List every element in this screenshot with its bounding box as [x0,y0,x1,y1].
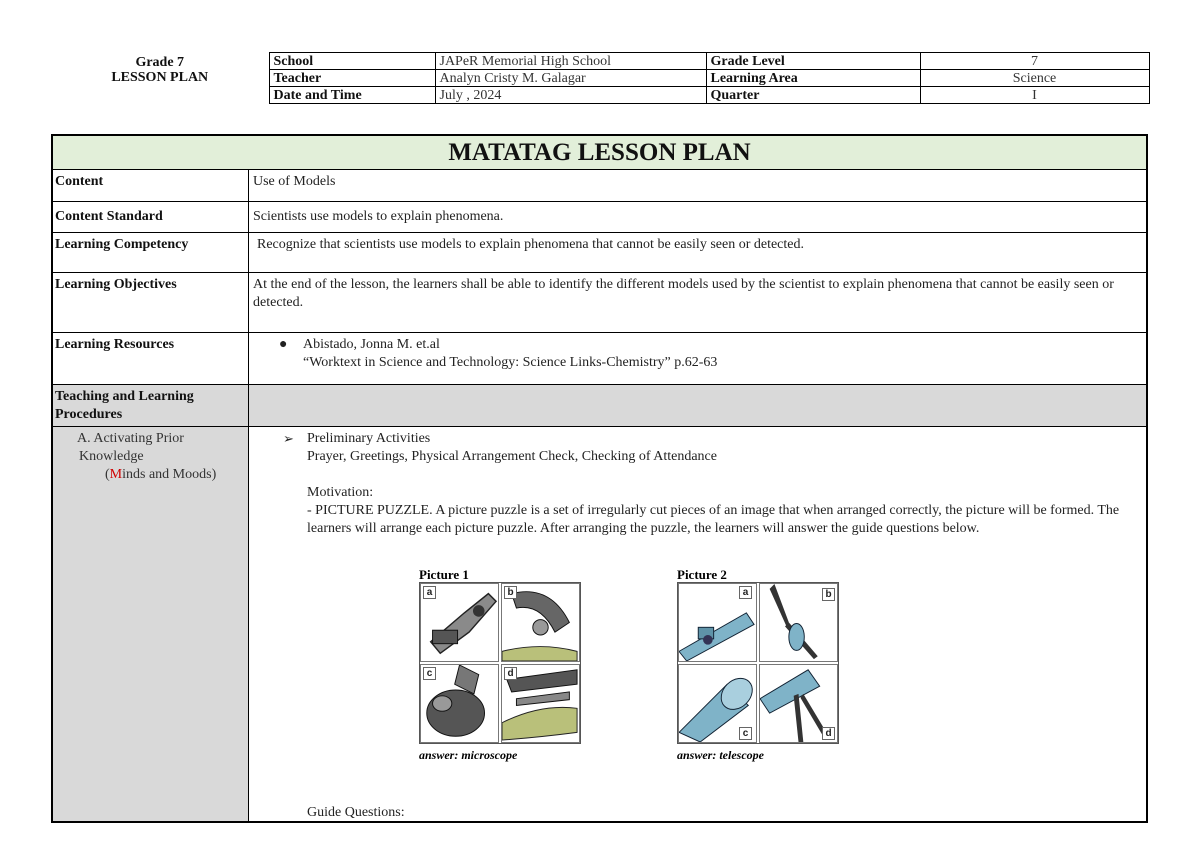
puzzle-1-tile-a [420,583,499,662]
resources-value [249,333,1146,384]
puzzle-2-tile-d [759,664,838,743]
prelim-heading: Preliminary Activities [307,431,431,446]
puzzle-1-title: Picture 1 [419,567,469,582]
resources-title: “Worktext in Science and Technology: Science Links-Chemistry” p.62-63 [303,355,718,370]
doc-title-cell [51,53,269,104]
standard-value: Scientists use models to explain phenomena. [253,209,504,224]
resources-label: Learning Resources [53,333,249,384]
objectives-row [53,273,1146,333]
procedures-row [53,385,1146,427]
section-a-subtitle [55,466,246,484]
standard-row [53,202,1146,233]
content-label: Content [53,170,249,201]
puzzle-2-tile-a [678,583,757,662]
tile-label: a [423,586,436,599]
school-value: JAPeR Memorial High School [435,53,706,70]
tile-label: c [423,667,436,680]
minds-initial: M [109,467,123,482]
section-a-content [249,427,1146,823]
puzzle-1-answer: answer: microscope [419,748,518,762]
motivation-text: - PICTURE PUZZLE. A picture puzzle is a set of irregularly cut pieces of an image that when arranged correctly, the picture will be formed. The learners will arrange each picture puzzle. After arranging the puzzle, the learners will answer the guide questions below. [307,503,1120,536]
grade-level-value: 7 [920,53,1149,70]
puzzle-1-tile-d [501,664,580,743]
learning-area-label: Learning Area [706,70,920,87]
standard-label: Content Standard [53,202,249,232]
competency-row [53,233,1146,273]
content-row [53,170,1146,202]
procedures-label: Teaching and Learning Procedures [53,385,249,426]
competency-value: Recognize that scientists use models to explain phenomena that cannot be easily seen or detected. [257,237,804,252]
lesson-plan-table [51,134,1148,823]
puzzle-2-grid [677,582,839,744]
tile-label: d [822,727,835,740]
doc-title-lesson-plan: LESSON PLAN [111,69,209,85]
objectives-value: At the end of the lesson, the learners shall be able to identify the different models used by the scientist to explain phenomena that cannot be easily seen or detected. [253,277,1114,310]
plan-title: MATATAG LESSON PLAN [53,136,1146,170]
puzzle-2-tile-b [759,583,838,662]
prelim-items: Prayer, Greetings, Physical Arrangement Check, Checking of Attendance [307,449,717,464]
tile-label: a [739,586,752,599]
puzzle-2-title: Picture 2 [677,567,727,582]
puzzle-1-grid [419,582,581,744]
learning-area-value: Science [920,70,1149,87]
tile-label: c [739,727,752,740]
objectives-label: Learning Objectives [53,273,249,332]
section-a-knowledge: Knowledge [79,449,144,464]
quarter-value: I [920,87,1149,104]
resources-list-item [253,336,1142,372]
content-value: Use of Models [253,174,336,189]
procedures-blank [249,385,1146,426]
tile-label: b [822,588,835,601]
puzzle-1-tile-c [420,664,499,743]
grade-level-label: Grade Level [706,53,920,70]
school-label: School [269,53,435,70]
tile-label: d [504,667,517,680]
header-table [51,52,1150,104]
competency-label: Learning Competency [53,233,249,272]
puzzle-2-answer: answer: telescope [677,748,764,762]
prelim-item [253,430,1142,466]
tile-label: b [504,586,517,599]
paren-open: ( [105,467,110,482]
date-label: Date and Time [269,87,435,104]
teacher-label: Teacher [269,70,435,87]
date-value: July , 2024 [435,87,706,104]
puzzle-2-tile-c [678,664,757,743]
puzzle-1-tile-b [501,583,580,662]
puzzle-picture-2 [677,566,839,764]
section-a-label [53,427,249,823]
teacher-value: Analyn Cristy M. Galagar [435,70,706,87]
arrow-bullet-icon: ➢ [283,431,294,446]
motivation-heading: Motivation: [307,485,374,500]
bullet-icon: ● [279,337,288,352]
resources-row [53,333,1146,385]
minds-rest: inds and Moods) [122,467,217,482]
quarter-label: Quarter [706,87,920,104]
puzzle-picture-1 [419,566,581,764]
guide-questions-heading: Guide Questions: [307,805,405,820]
doc-title-grade: Grade 7 [135,54,185,70]
section-a-row [53,427,1146,823]
resources-author: Abistado, Jonna M. et.al [303,337,440,352]
section-a-title: A. Activating Prior [77,431,184,446]
